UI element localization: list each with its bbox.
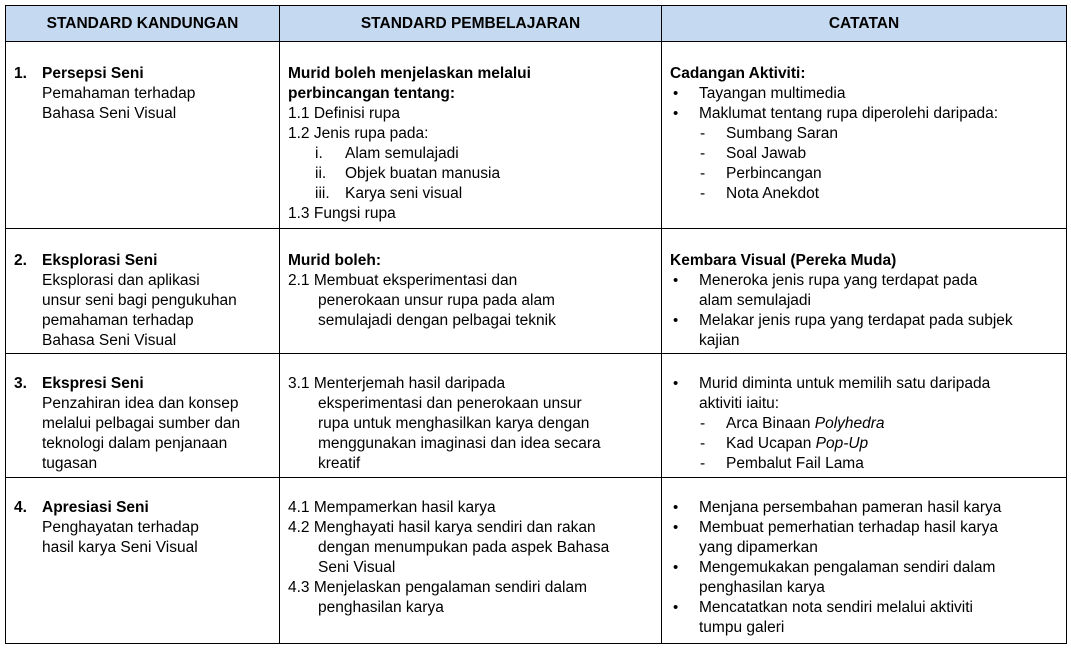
kandungan-desc: Penzahiran idea dan konsep melalui pelbagai sumber dan teknologi dalam penjanaan tugasan <box>42 395 241 472</box>
dash-item: - Sumbang Saran <box>670 124 1059 144</box>
dash-item: - Kad Ucapan Pop-Up <box>670 434 1059 454</box>
pembelajaran-item: 2.1 Membuat eksperimentasi dan <box>288 272 518 289</box>
bullet-item: • Mengemukakan pengalaman sendiri dalam penghasilan karya <box>670 558 1059 598</box>
pembelajaran-item-cont: Seni Visual <box>318 559 396 576</box>
pembelajaran-item: 4.1 Mempamerkan hasil karya <box>288 499 496 516</box>
pembelajaran-item: 1.1 Definisi rupa <box>288 105 401 122</box>
table-row <box>6 42 1067 229</box>
pembelajaran-cell <box>280 478 662 644</box>
pembelajaran-item: 1.3 Fungsi rupa <box>288 205 396 222</box>
table-row <box>6 229 1067 354</box>
dash-item: - Pembalut Fail Lama <box>670 454 1059 474</box>
catatan-cell <box>662 42 1067 229</box>
table-row <box>6 354 1067 478</box>
header-standard-kandungan: STANDARD KANDUNGAN <box>6 6 280 42</box>
dash-item: - Arca Binaan Polyhedra <box>670 414 1059 434</box>
bullet-item: • Murid diminta untuk memilih satu daripada aktiviti iaitu: <box>670 374 1059 414</box>
pembelajaran-item: 1.2 Jenis rupa pada: <box>288 125 429 142</box>
pembelajaran-item-cont: eksperimentasi dan penerokaan unsur <box>318 395 582 412</box>
curriculum-table <box>5 5 1067 644</box>
pembelajaran-item-cont: penerokaan unsur rupa pada alam <box>318 292 555 309</box>
bullet-item: • Maklumat tentang rupa diperolehi daripada: <box>670 104 1059 124</box>
pembelajaran-intro: Murid boleh: <box>288 252 381 269</box>
catatan-heading: Cadangan Aktiviti: <box>670 65 806 82</box>
pembelajaran-cell <box>280 354 662 478</box>
kandungan-cell <box>6 354 280 478</box>
kandungan-title: 2. Eksplorasi Seni <box>14 252 158 269</box>
pembelajaran-item: 4.3 Menjelaskan pengalaman sendiri dalam <box>288 579 588 596</box>
bullet-item: • Membuat pemerhatian terhadap hasil karya yang dipamerkan <box>670 518 1059 558</box>
dash-item: - Soal Jawab <box>670 144 1059 164</box>
roman-item: ii. Objek buatan manusia <box>315 165 501 182</box>
pembelajaran-item-cont: penghasilan karya <box>318 599 444 616</box>
catatan-cell <box>662 229 1067 354</box>
kandungan-desc: Eksplorasi dan aplikasi unsur seni bagi pengukuhan pemahaman terhadap Bahasa Seni Visual <box>42 272 237 349</box>
kandungan-title: 4. Apresiasi Seni <box>14 499 149 516</box>
pembelajaran-item-cont: menggunakan imaginasi dan idea secara <box>318 435 601 452</box>
header-catatan: CATATAN <box>662 6 1067 42</box>
header-standard-pembelajaran: STANDARD PEMBELAJARAN <box>280 6 662 42</box>
kandungan-title: 1. Persepsi Seni <box>14 65 144 82</box>
bullet-item: • Mencatatkan nota sendiri melalui aktiviti tumpu galeri <box>670 598 1059 638</box>
pembelajaran-intro: perbincangan tentang: <box>288 85 456 102</box>
pembelajaran-intro: Murid boleh menjelaskan melalui <box>288 65 531 82</box>
roman-item: iii. Karya seni visual <box>315 185 463 202</box>
roman-item: i. Alam semulajadi <box>315 145 459 162</box>
kandungan-desc: Pemahaman terhadap Bahasa Seni Visual <box>42 85 196 122</box>
dash-item: - Nota Anekdot <box>670 184 1059 204</box>
pembelajaran-item: 3.1 Menterjemah hasil daripada <box>288 375 506 392</box>
pembelajaran-cell <box>280 42 662 229</box>
kandungan-cell <box>6 478 280 644</box>
header-row <box>6 6 1067 42</box>
pembelajaran-item: 4.2 Menghayati hasil karya sendiri dan rakan <box>288 519 596 536</box>
pembelajaran-item-cont: dengan menumpukan pada aspek Bahasa <box>318 539 610 556</box>
dash-item: - Perbincangan <box>670 164 1059 184</box>
kandungan-desc: Penghayatan terhadap hasil karya Seni Visual <box>42 519 199 556</box>
pembelajaran-cell <box>280 229 662 354</box>
pembelajaran-item-cont: semulajadi dengan pelbagai teknik <box>318 312 556 329</box>
kandungan-cell <box>6 42 280 229</box>
bullet-item: • Menjana persembahan pameran hasil karya <box>670 498 1059 518</box>
catatan-heading: Kembara Visual (Pereka Muda) <box>670 252 897 269</box>
catatan-cell <box>662 478 1067 644</box>
pembelajaran-item-cont: rupa untuk menghasilkan karya dengan <box>318 415 590 432</box>
table-row <box>6 478 1067 644</box>
kandungan-cell <box>6 229 280 354</box>
bullet-item: • Tayangan multimedia <box>670 84 1059 104</box>
bullet-item: • Melakar jenis rupa yang terdapat pada subjek kajian <box>670 311 1059 351</box>
bullet-item: • Meneroka jenis rupa yang terdapat pada alam semulajadi <box>670 271 1059 311</box>
pembelajaran-item-cont: kreatif <box>318 455 361 472</box>
catatan-cell <box>662 354 1067 478</box>
kandungan-title: 3. Ekspresi Seni <box>14 375 144 392</box>
